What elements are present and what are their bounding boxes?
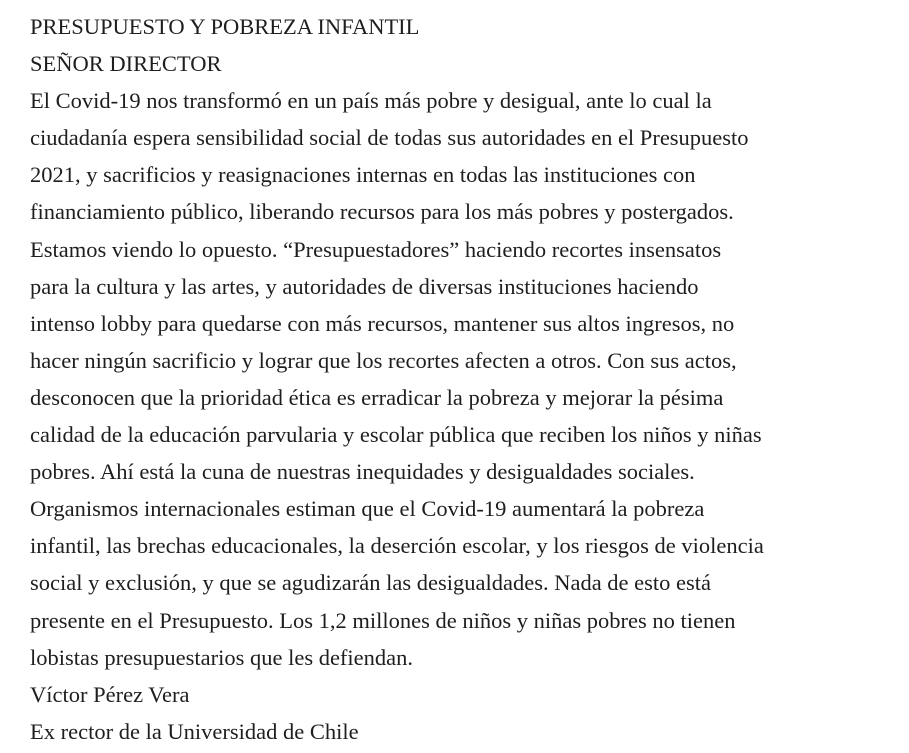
body-line: infantil, las brechas educacionales, la deserción escolar, y los riesgos de violencia	[30, 533, 764, 559]
body-line: calidad de la educación parvularia y escolar pública que reciben los niños y niñas	[30, 422, 762, 448]
body-line: para la cultura y las artes, y autoridades de diversas instituciones haciendo	[30, 273, 699, 299]
letter-body	[30, 82, 900, 676]
body-line: ciudadanía espera sensibilidad social de todas sus autoridades en el Presupuesto	[30, 125, 749, 151]
body-line: desconocen que la prioridad ética es erradicar la pobreza y mejorar la pésima	[30, 384, 724, 410]
signature-name: Víctor Pérez Vera	[30, 681, 190, 707]
body-line: 2021, y sacrificios y reasignaciones internas en todas las instituciones con	[30, 162, 696, 188]
body-line: hacer ningún sacrificio y lograr que los recortes afecten a otros. Con sus actos,	[30, 347, 737, 373]
body-line: Organismos internacionales estiman que el Covid-19 aumentará la pobreza	[30, 496, 705, 522]
body-line: lobistas presupuestarios que les defiendan.	[30, 644, 414, 670]
letter-title: PRESUPUESTO Y POBREZA INFANTIL	[30, 14, 420, 39]
body-line: intenso lobby para quedarse con más recursos, mantener sus altos ingresos, no	[30, 310, 735, 336]
body-line: financiamiento público, liberando recursos para los más pobres y postergados.	[30, 199, 734, 225]
letter-to-editor	[30, 8, 900, 750]
body-line: presente en el Presupuesto. Los 1,2 millones de niños y niñas pobres no tienen	[30, 607, 736, 633]
body-line: Estamos viendo lo opuesto. “Presupuestadores” haciendo recortes insensatos	[30, 236, 722, 262]
body-line: El Covid-19 nos transformó en un país más pobre y desigual, ante lo cual la	[30, 88, 712, 114]
letter-salutation: SEÑOR DIRECTOR	[30, 51, 222, 77]
body-line: social y exclusión, y que se agudizarán las desigualdades. Nada de esto está	[30, 570, 712, 596]
body-line: pobres. Ahí está la cuna de nuestras inequidades y desigualdades sociales.	[30, 459, 695, 485]
signature-title: Ex rector de la Universidad de Chile	[30, 718, 359, 744]
